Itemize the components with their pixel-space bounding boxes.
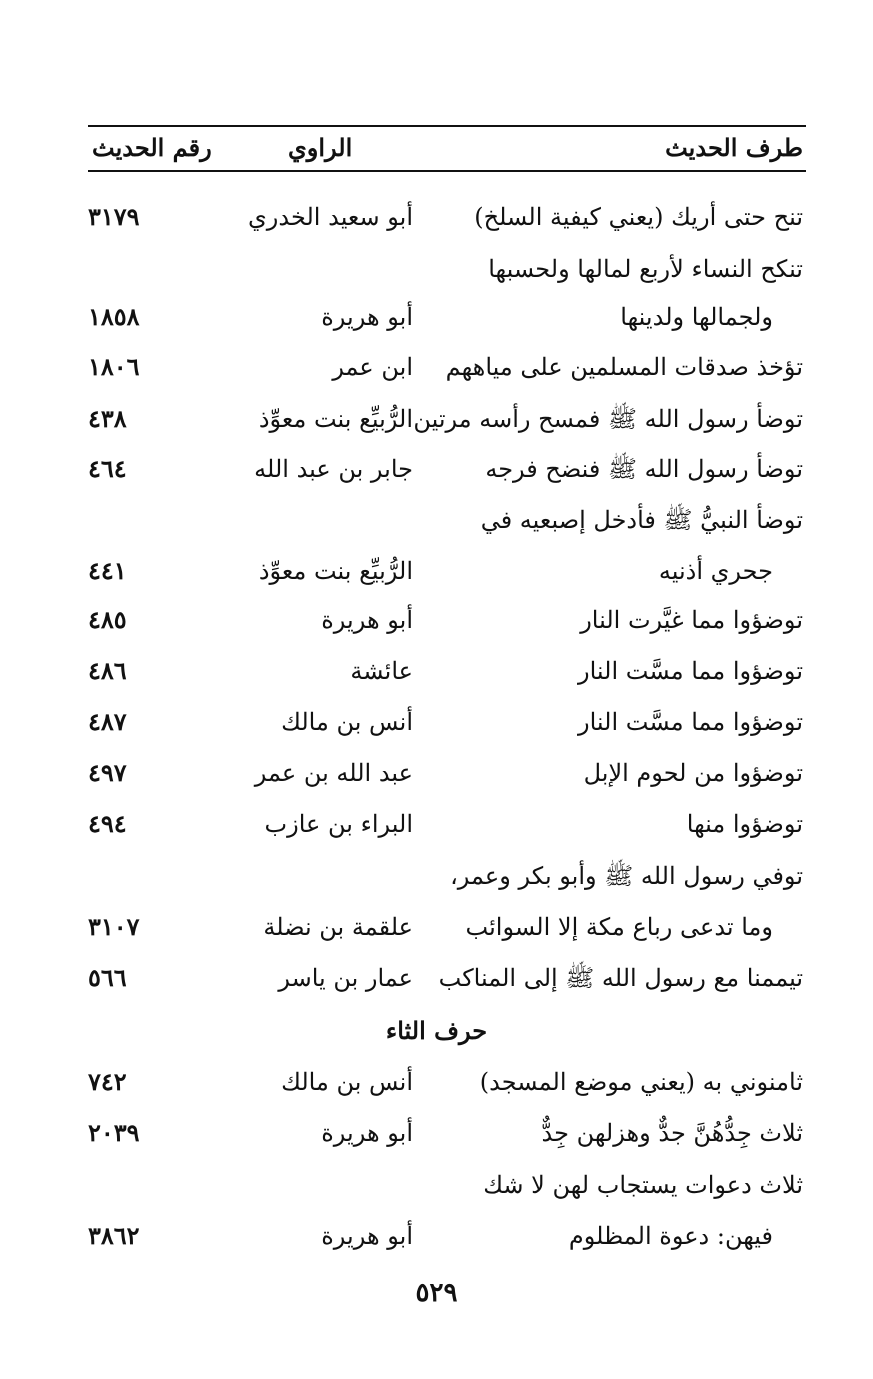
table-row	[0, 447, 873, 491]
hadith-number: ٤٦٤	[88, 454, 127, 483]
narrator: أبو هريرة	[321, 303, 413, 331]
table-row	[0, 649, 873, 693]
table-row	[0, 802, 873, 846]
page-number: ٥٢٩	[415, 1278, 458, 1308]
hadith-number: ٤٤١	[88, 556, 127, 585]
table-row	[0, 1163, 873, 1207]
table-row	[0, 345, 873, 389]
narrator: علقمة بن نضلة	[263, 913, 413, 941]
hadith-text: وما تدعى رباع مكة إلا السوائب	[465, 913, 773, 941]
hadith-number: ١٨٥٨	[88, 302, 140, 331]
header-narrator-column: الراوي	[288, 133, 353, 162]
table-row	[0, 247, 873, 291]
narrator: جابر بن عبد الله	[254, 455, 413, 483]
hadith-number: ٢٠٣٩	[88, 1118, 140, 1147]
narrator: أبو سعيد الخدري	[248, 203, 413, 231]
narrator: أبو هريرة	[321, 1222, 413, 1250]
table-row	[0, 498, 873, 542]
narrator: البراء بن عازب	[264, 810, 413, 838]
hadith-text: ولجمالها ولدينها	[620, 303, 773, 331]
hadith-number: ٤٩٤	[88, 809, 127, 838]
hadith-text: ثامنوني به (يعني موضع المسجد)	[479, 1068, 803, 1096]
table-row	[0, 598, 873, 642]
table-row	[0, 397, 873, 441]
table-row	[0, 956, 873, 1000]
hadith-number: ٣٨٦٢	[88, 1221, 140, 1250]
narrator: عائشة	[350, 657, 413, 685]
narrator: أنس بن مالك	[281, 1068, 413, 1096]
hadith-number: ٣١٧٩	[88, 202, 140, 231]
table-row	[0, 905, 873, 949]
hadith-text: ثلاث دعوات يستجاب لهن لا شك	[483, 1171, 803, 1199]
hadith-text: توضأ رسول الله ﷺ فمسح رأسه مرتين	[413, 405, 803, 433]
narrator: عبد الله بن عمر	[254, 759, 413, 787]
header-number-column: رقم الحديث	[92, 133, 212, 162]
hadith-text: جحري أذنيه	[658, 557, 773, 585]
hadith-number: ٤٨٥	[88, 605, 127, 634]
hadith-text: توفي رسول الله ﷺ وأبو بكر وعمر،	[450, 862, 803, 890]
hadith-number: ٧٤٢	[88, 1067, 127, 1096]
hadith-number: ٣١٠٧	[88, 912, 140, 941]
hadith-number: ٤٣٨	[88, 404, 127, 433]
table-row	[0, 854, 873, 898]
hadith-text: تؤخذ صدقات المسلمين على مياههم	[445, 353, 803, 381]
narrator: الرُّبيِّع بنت معوِّذ	[258, 405, 413, 433]
hadith-text: تنح حتى أريك (يعني كيفية السلخ)	[474, 203, 803, 231]
hadith-text: توضؤوا مما مسَّت النار	[578, 708, 803, 736]
hadith-text: توضؤوا منها	[686, 810, 803, 838]
hadith-text: توضأ النبيُّ ﷺ فأدخل إصبعيه في	[480, 506, 803, 534]
section-heading: حرف الثاء	[385, 1016, 488, 1045]
hadith-text: فيهن: دعوة المظلوم	[568, 1222, 773, 1250]
table-row	[0, 700, 873, 744]
table-row	[0, 295, 873, 339]
hadith-text: توضؤوا مما غيَّرت النار	[580, 606, 803, 634]
narrator: ابن عمر	[332, 353, 413, 381]
narrator: الرُّبيِّع بنت معوِّذ	[258, 557, 413, 585]
header-bottom-rule	[88, 170, 806, 172]
hadith-text: توضؤوا مما مسَّت النار	[578, 657, 803, 685]
hadith-text: توضأ رسول الله ﷺ فنضح فرجه	[485, 455, 803, 483]
hadith-text: تنكح النساء لأربع لمالها ولحسبها	[488, 255, 803, 283]
table-row	[0, 195, 873, 239]
narrator: أبو هريرة	[321, 1119, 413, 1147]
hadith-text: ثلاث جِدُّهُنَّ جدٌّ وهزلهن جِدٌّ	[541, 1119, 803, 1147]
hadith-number: ٥٦٦	[88, 963, 127, 992]
table-row	[0, 1060, 873, 1104]
hadith-number: ٤٨٦	[88, 656, 127, 685]
table-row	[0, 1214, 873, 1258]
header-text-column: طرف الحديث	[665, 133, 803, 162]
hadith-number: ١٨٠٦	[88, 352, 140, 381]
narrator: أبو هريرة	[321, 606, 413, 634]
header-top-rule	[88, 125, 806, 127]
narrator: أنس بن مالك	[281, 708, 413, 736]
table-row	[0, 1111, 873, 1155]
hadith-number: ٤٨٧	[88, 707, 127, 736]
table-row	[0, 751, 873, 795]
hadith-text: توضؤوا من لحوم الإبل	[583, 759, 803, 787]
hadith-text: تيممنا مع رسول الله ﷺ إلى المناكب	[438, 964, 803, 992]
hadith-number: ٤٩٧	[88, 758, 127, 787]
narrator: عمار بن ياسر	[278, 964, 413, 992]
table-row	[0, 549, 873, 593]
